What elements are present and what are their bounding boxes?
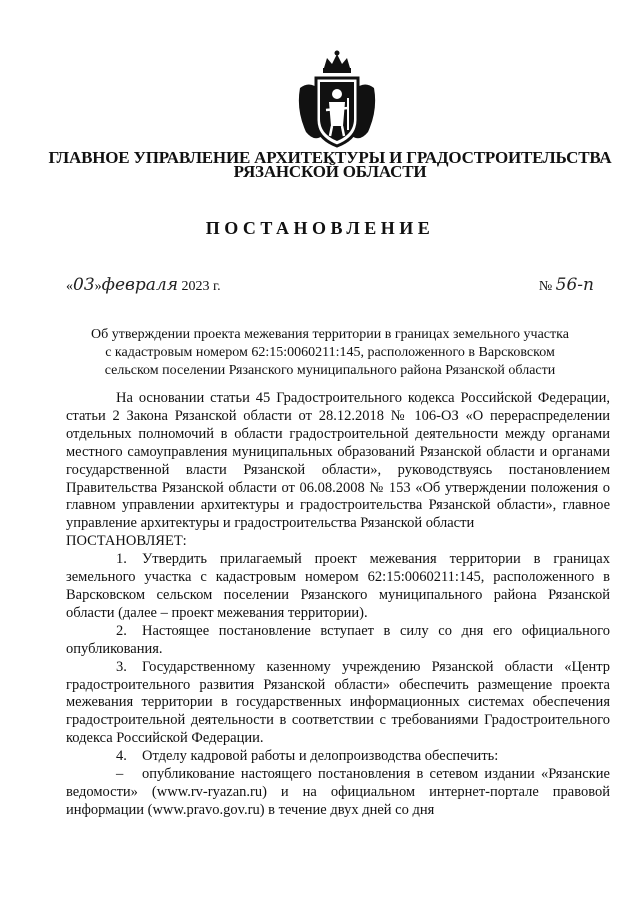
resolution-item [66,659,610,749]
item-number: 1. [116,551,127,568]
date-quote-close: » [94,279,102,294]
document-subject [80,326,580,380]
organization-name-line1: ГЛАВНОЕ УПРАВЛЕНИЕ АРХИТЕКТУРЫ И ГРАДОСТРОИТЕЛЬСТВА [48,148,612,167]
date-month: февраля [101,275,178,295]
item-number: 4. [116,748,127,765]
subject-line: с кадастровым номером 62:15:0060211:145, расположенного в Варсковском [105,345,555,360]
document-number [539,275,594,295]
subject-line: Об утверждении проекта межевания территории в границах земельного участка [91,327,569,342]
resolution-subitem [66,766,610,820]
date-quote-open: « [66,279,73,294]
item-number: 3. [116,658,127,675]
document-body [66,390,610,820]
organization-name-line2: РЯЗАНСКОЙ ОБЛАСТИ [233,162,427,181]
resolve-statement: ПОСТАНОВЛЯЕТ: [66,533,187,550]
number-prefix: № [538,279,553,294]
number-value: 56-п [555,275,594,295]
item-number: 2. [116,622,127,639]
item-text: Настоящее постановление вступает в силу со дня его официального опубликования. [66,622,610,657]
date-year: 2023 г. [181,279,221,294]
document-date [66,275,221,295]
item-text: Государственному казенному учреждению Рязанской области «Центр градостроительного развития Рязанской области» обеспечить размещение проекта межевания территории в государственных информационных системах обеспечения градостроительной деятельности в соответствии с требованиями Градостроительного кодекса Российской Федерации. [66,658,610,747]
resolution-item [66,748,610,766]
resolution-item [66,623,610,659]
document-type-title: ПОСТАНОВЛЕНИЕ [205,218,435,238]
subject-line: сельском поселении Рязанского муниципального района Рязанской области [104,363,556,378]
preamble-paragraph: На основании статьи 45 Градостроительного кодекса Российской Федерации, статьи 2 Закона Рязанской области от 28.12.2018 № 106-ОЗ «О перераспределении отдельных полномочий в области градостроительной деятельности между органами местного самоуправления муниципальных образований Рязанской области и органами государственной власти Рязанской области», руководствуясь постановлением Правительства Рязанской области от 06.08.2008 № 153 «Об утверждении положения о главном управлении архитектуры и градостроительства Рязанской области», главное управление архитектуры и градостроительства Рязанской области [66,390,610,532]
resolution-item [66,551,610,623]
coat-of-arms-emblem [296,50,378,150]
subitem-dash: – [116,766,124,783]
item-text: Отделу кадровой работы и делопроизводства обеспечить: [142,748,499,765]
subitem-text: опубликование настоящего постановления в сетевом издании «Рязанские ведомости» (www.rv-ryazan.ru) и на официальном интернет-портале правовой информации (www.pravo.gov.ru) в течение двух дней со дня [66,766,610,818]
date-day: 03 [73,275,95,295]
item-text: Утвердить прилагаемый проект межевания территории в границах земельного участка с кадастровым номером 62:15:0060211:145, расположенного в Варсковском сельском поселении Рязанского муниципального района Рязанской области (далее – проект межевания территории). [66,551,610,621]
